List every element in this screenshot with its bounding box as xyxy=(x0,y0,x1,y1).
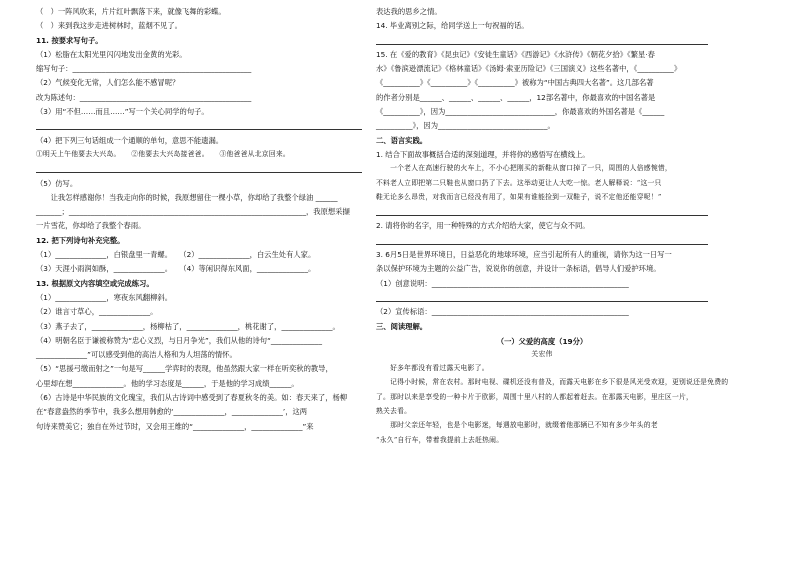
answer-rule xyxy=(376,244,708,245)
text-line xyxy=(36,249,362,260)
text-line xyxy=(376,63,708,74)
text-line xyxy=(376,249,708,260)
text-line xyxy=(36,292,362,303)
line-text: 3. 6月5日是世界环境日，日益恶化的地球环境，应当引起所有人的重视，请你为这一日写一 xyxy=(376,250,672,260)
text-line xyxy=(376,178,708,189)
line-text: （5）“思援弓缴而射之”一句是写______学弈时的表现，他虽然跟大家一样在听奕秋的教导， xyxy=(36,364,333,374)
text-line xyxy=(36,235,362,246)
text-line xyxy=(376,220,708,231)
text-line xyxy=(36,363,362,374)
text-line xyxy=(376,363,708,374)
line-text: ______________”可以感受到他的高洁人格和为人坦荡的情怀。 xyxy=(36,350,237,360)
line-text: _______；_________________________________________________________________，我原想采撷 xyxy=(36,207,350,217)
line-text: 好多年都没有看过露天电影了。 xyxy=(376,364,489,373)
right-column xyxy=(376,6,729,446)
line-text: （5）仿写。 xyxy=(36,178,78,188)
text-line xyxy=(376,106,708,117)
text-line xyxy=(36,6,362,17)
line-text: 二、语言实践。 xyxy=(376,135,428,145)
line-text: 《__________》《__________》《__________》被称为“中国古典四大名著”。这几部名著 xyxy=(376,78,654,88)
line-text: （2）宣传标语：______________________________________________________ xyxy=(376,307,629,317)
line-text: 那时父亲还年轻，也是个电影迷，每遇放电影时，就缀着他那辆已不知有多少年头的老 xyxy=(376,421,658,430)
line-text: 1. 结合下面故事概括合适的深刻道理，并将你的感悟写在横线上。 xyxy=(376,149,590,159)
answer-line[interactable] xyxy=(376,292,708,303)
line-text: 12. 把下列诗句补充完整。 xyxy=(36,235,125,245)
line-text: （4）明朝名臣于谦被称赞为“忠心义烈，与日月争光”，我们从他的诗句“______________ xyxy=(36,335,322,345)
text-line xyxy=(376,120,708,131)
line-text: 11. 按要求写句子。 xyxy=(36,35,103,45)
line-text: （ ）一阵风吹来，片片红叶飘落下来，就像飞舞的彩蝶。 xyxy=(36,7,226,16)
text-line xyxy=(376,192,708,203)
line-text: 条以保护环境为主题的公益广告，说说你的创意，并设计一条标语，倡导人们爱护环境。 xyxy=(376,264,661,274)
text-line xyxy=(376,92,708,103)
text-line xyxy=(376,348,708,360)
text-line xyxy=(36,20,362,31)
line-text: 句诗来赞美它；独自在外过节时，又会用王维的“______________，______________”来 xyxy=(36,421,314,431)
line-text: 一个老人在高速行驶的火车上，不小心把刚买的新鞋从窗口掉了一只，周围的人倍感惋惜， xyxy=(376,164,672,173)
line-text: 三、阅读理解。 xyxy=(376,321,428,331)
text-line xyxy=(36,178,362,189)
text-line xyxy=(376,6,708,17)
text-line xyxy=(376,49,708,60)
answer-line[interactable] xyxy=(376,206,708,217)
answer-rule xyxy=(36,172,362,173)
answer-rule xyxy=(36,129,362,130)
left-column xyxy=(36,6,362,432)
answer-rule xyxy=(376,301,708,302)
line-text: 改为陈述句：_______________________________________________ xyxy=(36,92,252,102)
line-text: 在“春意盎然的季节中，我多么想用韩愈的‘______________，______________’，这两 xyxy=(36,407,308,417)
line-text: 让我怎样感谢你！当我走向你的时候，我原想留住一棵小草，你却给了我整个绿油 ______ xyxy=(36,192,338,202)
line-text: 熟关去看。 xyxy=(376,407,412,416)
text-line xyxy=(36,63,362,74)
text-line xyxy=(376,435,708,446)
line-text: 的作者分别是______、______、______、______，12部名著中，你最喜欢的中国名著是 xyxy=(376,92,656,102)
line-text: 2. 请将你的名字，用一种特殊的方式介绍给大家，使它与众不同。 xyxy=(376,221,590,231)
line-text: （1）创意说明：______________________________________________________ xyxy=(376,278,629,288)
line-text: （6）古诗是中华民族的文化瑰宝，我们从古诗词中感受到了春夏秋冬的美。如：春天来了，杨柳 xyxy=(36,393,348,403)
text-line xyxy=(376,135,708,146)
text-line xyxy=(36,149,362,160)
text-line xyxy=(376,20,708,31)
text-line xyxy=(36,220,362,231)
line-text: ①明天上午他要去大兴岛。 ②他要去大兴岛接爸爸。 ③他爸爸从北京回来。 xyxy=(36,149,290,158)
line-text: 关宏伟 xyxy=(531,349,553,358)
text-line xyxy=(376,406,708,417)
line-text: 13. 根据原文内容填空或完成练习。 xyxy=(36,278,154,288)
line-text: （2）气候变化无常，人们怎么能不感冒呢？ xyxy=(36,78,180,88)
line-text: （3）用“不但……而且……”写一个关心同学的句子。 xyxy=(36,107,209,117)
line-text: （4）把下列三句话组成一个通顺的单句，意思不能遗漏。 xyxy=(36,135,224,145)
text-line xyxy=(36,135,362,146)
text-line xyxy=(36,349,362,360)
line-text: 心里却在想______________。他的学习态度是______，于是他的学习成绩______。 xyxy=(36,378,299,388)
text-line xyxy=(36,77,362,88)
line-text: __________》，因为______________________________。 xyxy=(376,121,555,131)
answer-line[interactable] xyxy=(36,120,362,131)
line-text: 缩写句子：_________________________________________________ xyxy=(36,64,252,74)
text-line xyxy=(36,406,362,417)
line-text: 水》《鲁滨逊漂流记》《格林童话》《汤姆·索亚历险记》《三国演义》这些名著中，《__________》 xyxy=(376,64,682,74)
text-line xyxy=(376,306,708,317)
text-line xyxy=(36,278,362,289)
line-text: （1）松脂在太阳光里闪闪地发出金黄的光彩。 xyxy=(36,49,187,59)
text-line xyxy=(376,263,708,274)
line-text: 一片雪花，你却给了我整个春雨。 xyxy=(36,221,146,231)
text-line xyxy=(36,106,362,117)
text-line xyxy=(36,335,362,346)
text-line xyxy=(376,149,708,160)
line-text: 表达我的思乡之情。 xyxy=(376,7,442,16)
line-text: 14. 毕业离别之际，给同学送上一句祝福的话。 xyxy=(376,21,529,31)
line-text: （ ）来到我这步走进树林时，蓝烟不见了。 xyxy=(36,21,182,31)
text-line xyxy=(36,263,362,274)
text-line xyxy=(376,163,708,174)
text-line xyxy=(36,192,362,203)
text-line xyxy=(36,35,362,46)
text-line xyxy=(376,377,729,388)
text-line xyxy=(36,49,362,60)
text-line xyxy=(376,392,708,403)
line-text: “永久”自行车，带着我提前上去赶热闹。 xyxy=(376,435,504,444)
line-text: 记得小时候，常在农村。那时电视、碟机还没有普及，而露天电影在乡下很是风光受欢迎，更别说还是免费的 xyxy=(376,378,729,387)
line-text: （1）______________，白银盘里一青螺。 （2）______________，白云生处有人家。 xyxy=(36,250,316,260)
line-text: （3）天涯小雨润如酥，______________。 （4）等闲识得东风面，______________。 xyxy=(36,264,316,274)
line-text: （一）父爱的高度（19分） xyxy=(496,336,588,346)
answer-line[interactable] xyxy=(36,163,362,174)
line-text: 鞋无论多么昂贵，对我而言已经没有用了，如果有谁能捡到一双鞋子，说不定他还能穿呢！” xyxy=(376,192,662,201)
answer-line[interactable] xyxy=(376,35,708,46)
line-text: （1）______________，寒夜东风翻柳斜。 xyxy=(36,292,172,302)
answer-line[interactable] xyxy=(376,235,708,246)
text-line xyxy=(36,321,362,332)
line-text: （3）燕子去了，______________，杨柳枯了，______________，桃花谢了，______________。 xyxy=(36,321,340,331)
text-line xyxy=(36,392,362,403)
text-line xyxy=(36,306,362,317)
line-text: （2）谁言寸草心，______________。 xyxy=(36,307,158,317)
line-text: 15. 在《爱的教育》《昆虫记》《安徒生童话》《西游记》《水浒传》《朝花夕拾》《繁星·春 xyxy=(376,49,655,59)
answer-rule xyxy=(376,215,708,216)
text-line xyxy=(376,77,708,88)
text-line xyxy=(36,378,362,389)
text-line xyxy=(36,421,362,432)
text-line xyxy=(36,92,362,103)
line-text: 不料老人立即把第二只鞋也从窗口扔了下去。这举动更让人大吃一惊。老人解释说：“这一只 xyxy=(376,178,662,187)
line-text: 《__________》，因为______________________________，你最喜欢的外国名著是《______ xyxy=(376,107,665,117)
text-line xyxy=(376,321,708,332)
text-line xyxy=(36,206,362,217)
text-line xyxy=(376,335,708,348)
text-line xyxy=(376,420,708,431)
answer-rule xyxy=(376,44,708,45)
text-line xyxy=(376,278,708,289)
line-text: 了。那时以来是享受的一种卡片于欧影，周围十里八村的人都起着赶去。在那露天电影，里庄区一片， xyxy=(376,392,694,401)
